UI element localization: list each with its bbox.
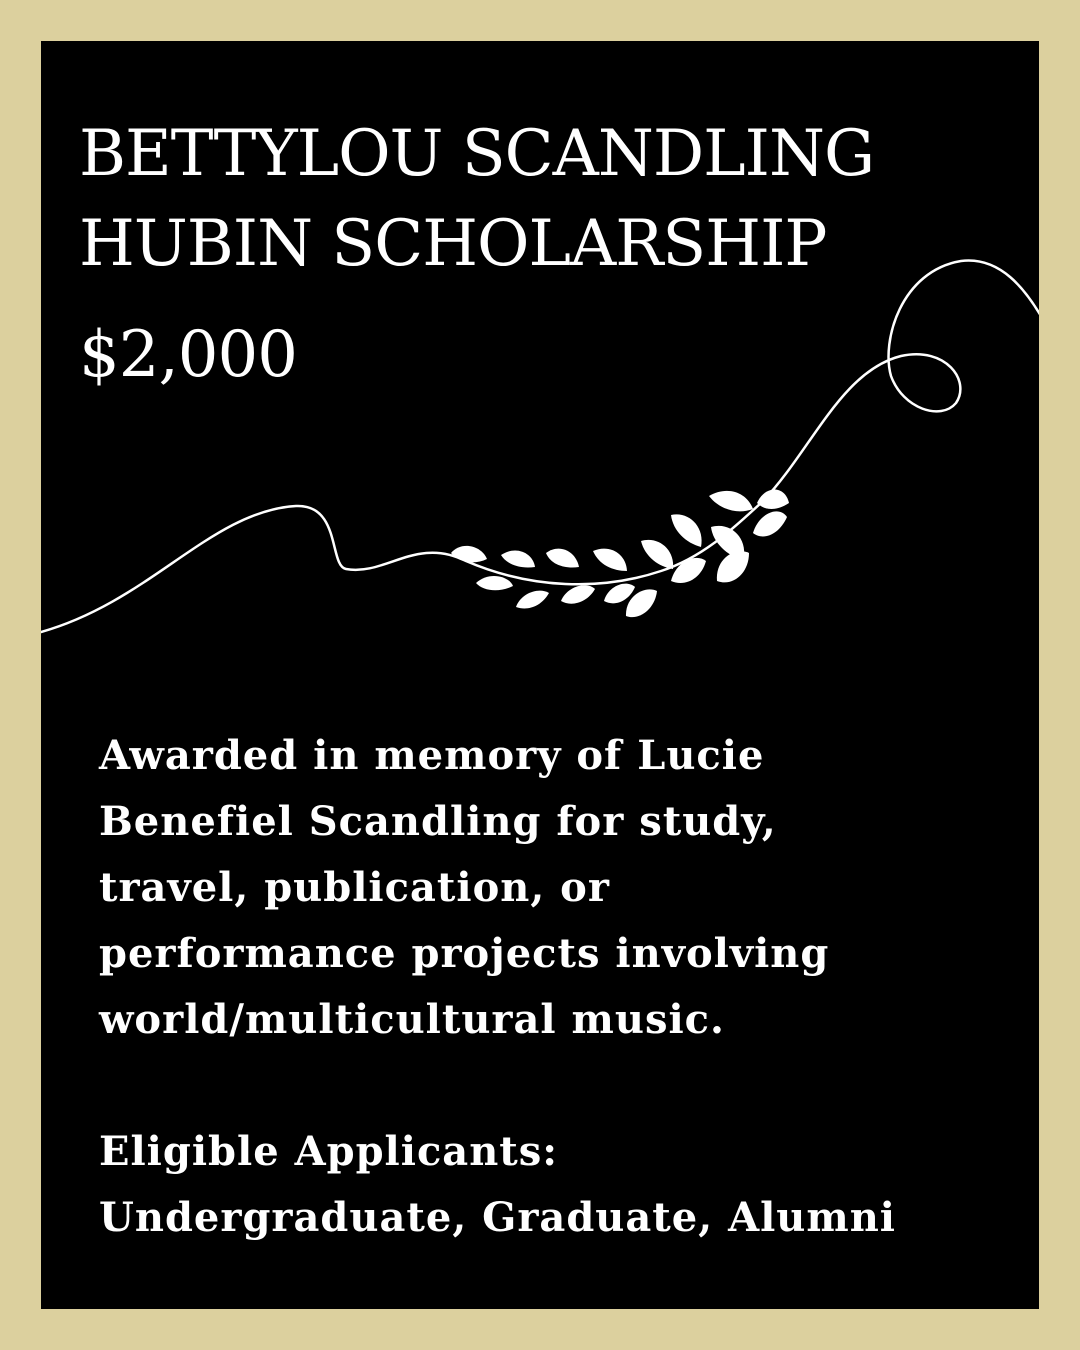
title-line-2: HUBIN SCHOLARSHIP — [79, 207, 827, 281]
award-amount: $2,000 — [79, 318, 297, 392]
eligibility-value: Undergraduate, Graduate, Alumni — [99, 1194, 896, 1241]
description-line: Benefiel Scandling for study, — [99, 798, 777, 845]
description-block — [99, 723, 999, 1251]
description-line: Awarded in memory of Lucie — [99, 732, 765, 779]
eligibility-label: Eligible Applicants: — [99, 1128, 559, 1175]
description-line: world/multicultural music. — [99, 996, 725, 1043]
title-line-1: BETTYLOU SCANDLING — [79, 117, 875, 191]
leaf-vine-icon — [41, 41, 1039, 741]
description-line: performance projects involving — [99, 930, 830, 977]
description-line: travel, publication, or — [99, 864, 610, 911]
scholarship-card — [41, 41, 1039, 1309]
